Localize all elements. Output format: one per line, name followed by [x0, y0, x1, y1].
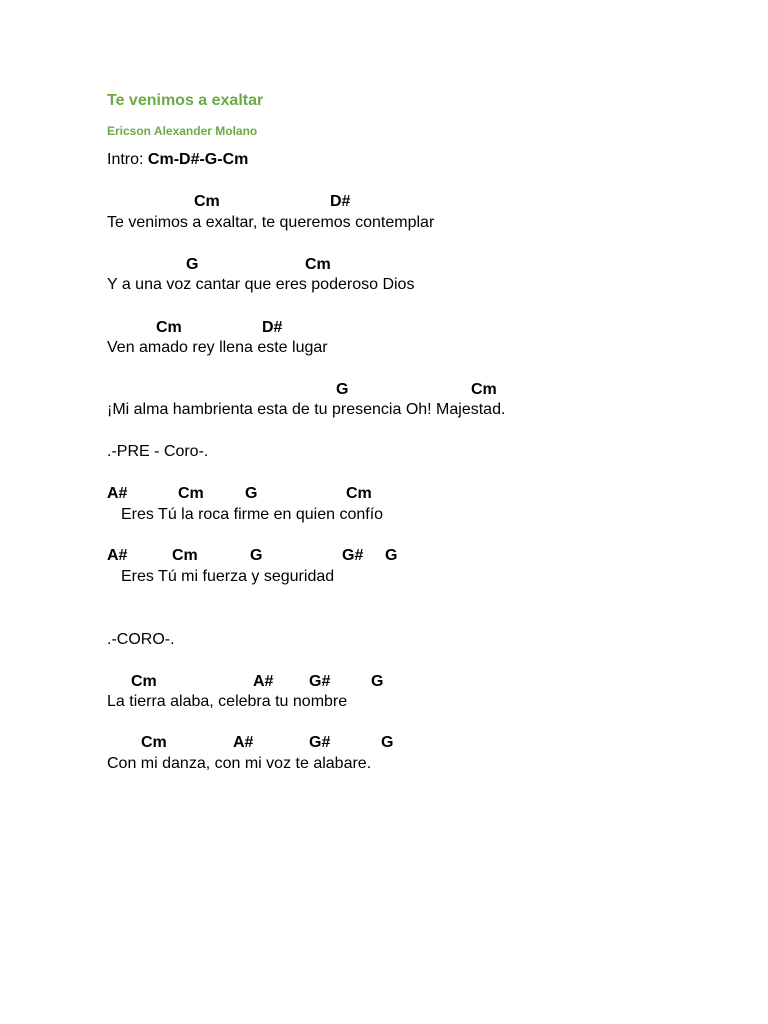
verse-line4-lyric: ¡Mi alma hambrienta esta de tu presencia Oh! Majestad.	[107, 401, 506, 418]
chord: Cm	[141, 734, 167, 751]
pre-chorus-line1-chords	[0, 484, 768, 504]
verse-line1-lyric: Te venimos a exaltar, te queremos contemplar	[107, 214, 435, 231]
chord: A#	[107, 485, 128, 502]
chord: Cm	[131, 673, 157, 690]
chorus-line2-lyric: Con mi danza, con mi voz te alabare.	[107, 755, 372, 772]
chord: D#	[330, 193, 351, 210]
intro-line	[107, 150, 248, 170]
verse-line2-chords	[0, 255, 768, 275]
chord: Cm	[156, 319, 182, 336]
chord: G	[245, 485, 258, 502]
chord: G#	[309, 673, 331, 690]
chord: Cm	[178, 485, 204, 502]
chord: A#	[107, 547, 128, 564]
chord: G	[250, 547, 263, 564]
pre-chorus-line2-chords	[0, 546, 768, 566]
chord: G	[371, 673, 384, 690]
intro-label: Intro:	[107, 151, 148, 168]
chord: G	[381, 734, 394, 751]
chord: Cm	[346, 485, 372, 502]
chorus-line1-lyric: La tierra alaba, celebra tu nombre	[107, 693, 348, 710]
chord: A#	[253, 673, 274, 690]
intro-chords: Cm-D#-G-Cm	[147, 151, 249, 168]
verse-line3-lyric: Ven amado rey llena este lugar	[107, 339, 328, 356]
chorus-line1-chords	[0, 672, 768, 692]
pre-chorus-heading: .-PRE - Coro-.	[107, 443, 209, 460]
pre-chorus-line2-lyric: Eres Tú mi fuerza y seguridad	[121, 568, 335, 585]
chorus-line2-chords	[0, 733, 768, 753]
chord: Cm	[305, 256, 331, 273]
verse-line4-chords	[0, 380, 768, 400]
song-author: Ericson Alexander Molano	[107, 124, 258, 138]
chord: Cm	[471, 381, 497, 398]
chord: Cm	[172, 547, 198, 564]
verse-line1-chords	[0, 192, 768, 212]
chord: G	[336, 381, 349, 398]
chord: G#	[309, 734, 331, 751]
verse-line2-lyric: Y a una voz cantar que eres poderoso Dios	[107, 276, 415, 293]
chord: A#	[233, 734, 254, 751]
chord: G	[385, 547, 398, 564]
chord: D#	[262, 319, 283, 336]
pre-chorus-line1-lyric: Eres Tú la roca firme en quien confío	[121, 506, 384, 523]
chord: G#	[342, 547, 364, 564]
verse-line3-chords	[0, 318, 768, 338]
chord: Cm	[194, 193, 220, 210]
song-title: Te venimos a exaltar	[107, 92, 264, 109]
chorus-heading: .-CORO-.	[107, 631, 175, 648]
chord: G	[186, 256, 199, 273]
